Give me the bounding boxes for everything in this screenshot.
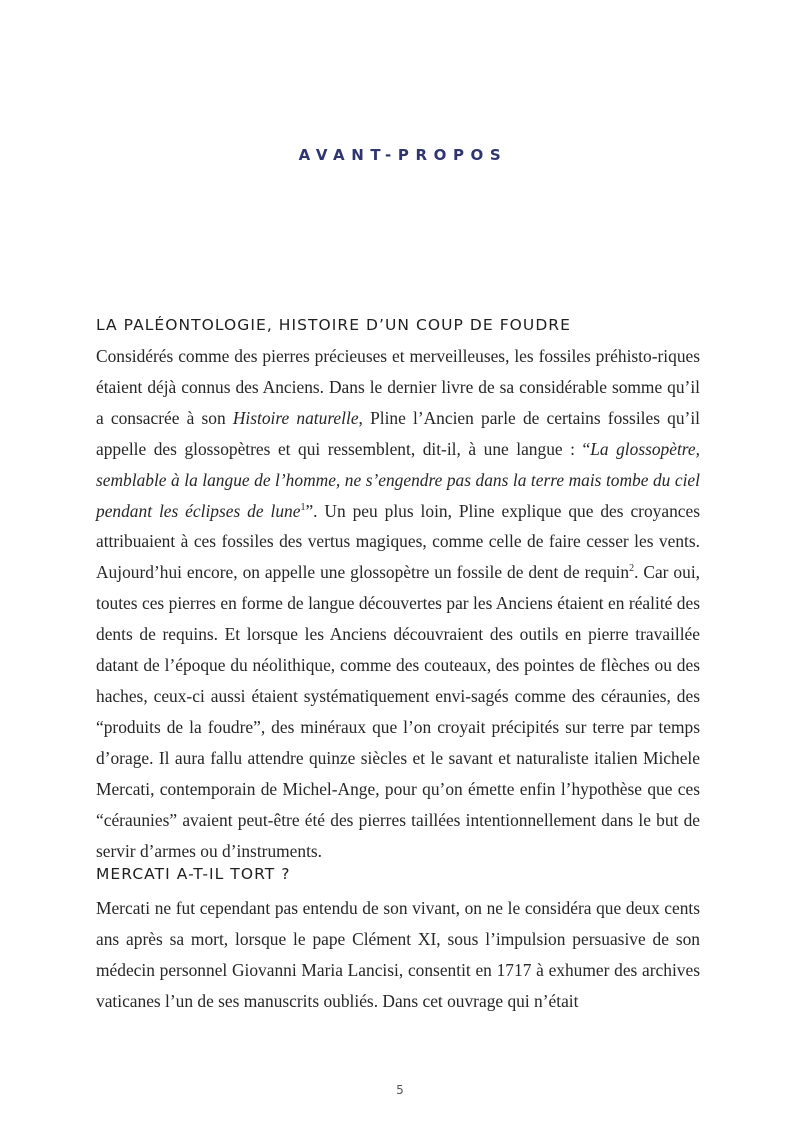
footnote-ref-1: 1 — [300, 501, 306, 513]
paragraph-text: ”. Un peu plus loin, Pline explique que des croyances attribuaient à ces fossiles des vertus magiques, comme celle de faire cesser les vents. Aujourd’hui encore, on appelle une glossopètre un fossile de dent de requin — [96, 500, 700, 583]
page-number: 5 — [396, 1083, 404, 1097]
chapter-title: AVANT-PROPOS — [298, 146, 508, 164]
paragraph-text: Considérés comme des pierres précieuses et merveilleuses, les fossiles préhisto-riques étaient déjà connus des Anciens. Dans le dernier livre de sa considérable somme qu’il a consacrée à son — [96, 346, 700, 428]
paragraph-text: . Car oui, toutes ces pierres en forme de langue découvertes par les Anciens étaient en réalité des dents de requins. Et lorsque les Anciens découvraient des outils en pierre travaillée datant de l’époque du néolithique, comme des couteaux, des pointes de flèches ou des haches, ceux-ci aussi étaient systématiquement envi-sagés comme des céraunies, des “produits de la foudre”, des minéraux que l’on croyait précipités sur terre par temps d’orage. Il aura fallu attendre quinze siècles et le savant et naturaliste italien Michele Mercati, contemporain de Michel-Ange, pour qu’on émette enfin l’hypothèse que ces “céraunies” avaient peut-être été des pierres taillées intentionnellement dans le but de servir d’armes ou d’instruments. — [96, 562, 700, 861]
section-paragraph-mercati: Mercati ne fut cependant pas entendu de son vivant, on ne le considéra que deux cents ans après sa mort, lorsque le pape Clément XI, sous l’impulsion persuasive de son médecin personnel Giovanni Maria Lancisi, consentit en 1717 à exhumer des archives vaticanes l’un de ses manuscrits oubliés. Dans cet ouvrage qui n’était — [96, 898, 700, 1011]
section-heading-mercati: MERCATI A-T-IL TORT ? — [96, 865, 291, 883]
footnote-ref-2: 2 — [629, 563, 635, 575]
paragraph-text: , Pline l’Ancien parle de certains fossiles qu’il appelle des glossopètres et qui ressemblent, dit-il, à une langue : “ — [96, 407, 700, 459]
book-title-histoire-naturelle: Histoire naturelle — [232, 407, 359, 428]
pliny-quotation: La glossopètre, semblable à la langue de l’homme, ne s’engendre pas dans la terre mais tombe du ciel pendant les éclipses de lune — [96, 438, 700, 521]
section-heading-paleontologie: LA PALÉONTOLOGIE, HISTOIRE D’UN COUP DE FOUDRE — [96, 316, 571, 334]
section-paragraph-paleontologie — [96, 341, 700, 866]
